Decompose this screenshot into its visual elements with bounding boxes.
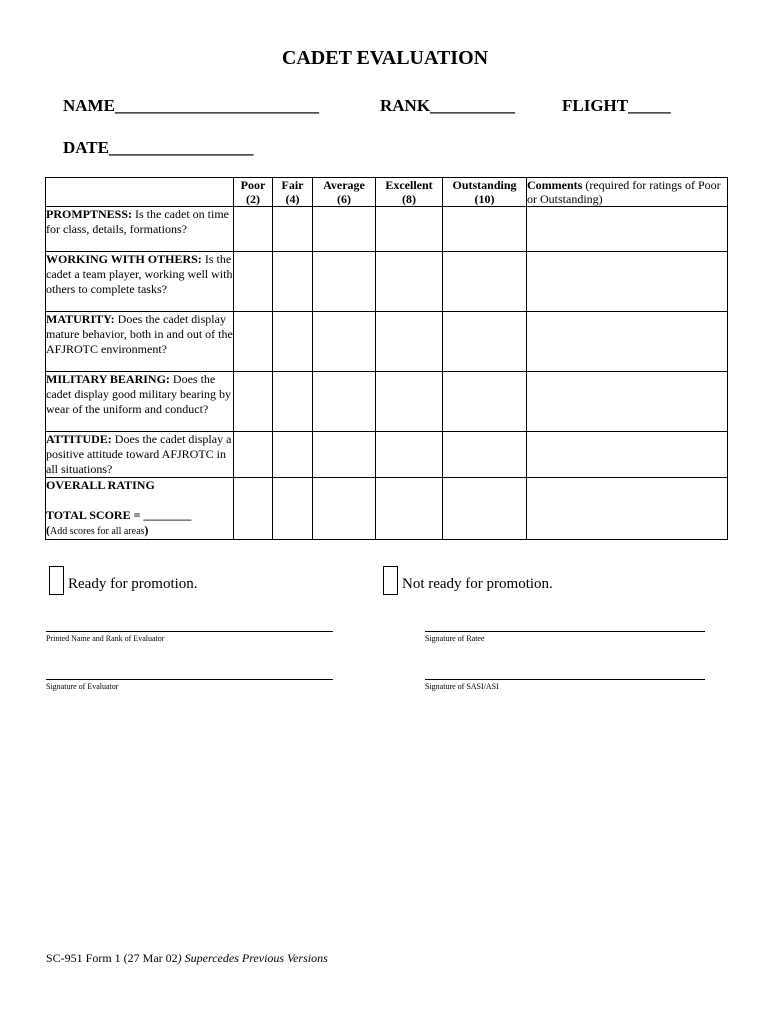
table-row <box>46 372 728 432</box>
rating-cell[interactable] <box>234 372 273 432</box>
date-field[interactable]: DATE_________________ <box>63 138 254 157</box>
rating-cell[interactable] <box>313 372 376 432</box>
total-score-field[interactable]: TOTAL SCORE = ________ <box>46 508 192 522</box>
column-header-fair: Fair (4) <box>273 178 313 207</box>
not-ready-label: Not ready for promotion. <box>402 576 553 592</box>
rating-cell[interactable] <box>234 252 273 312</box>
rating-cell[interactable] <box>273 432 313 478</box>
ready-label: Ready for promotion. <box>68 576 198 592</box>
ratee-signature-line[interactable] <box>425 631 705 632</box>
rating-cell[interactable] <box>313 207 376 252</box>
rating-cell[interactable] <box>443 312 527 372</box>
criterion-military-bearing: MILITARY BEARING: Does the cadet display good military bearing by wear of the uniform and conduct? <box>46 372 234 432</box>
rating-cell[interactable] <box>234 207 273 252</box>
evaluator-signature-line[interactable] <box>46 679 333 680</box>
flight-field[interactable]: FLIGHT_____ <box>562 96 671 115</box>
table-row <box>46 252 728 312</box>
rating-cell[interactable] <box>234 478 273 540</box>
rating-cell[interactable] <box>273 372 313 432</box>
rating-cell[interactable] <box>234 312 273 372</box>
column-header-average: Average (6) <box>313 178 376 207</box>
column-header-outstanding: Outstanding (10) <box>443 178 527 207</box>
criterion-attitude: ATTITUDE: Does the cadet display a positive attitude toward AFJROTC in all situations? <box>46 432 234 478</box>
rating-cell[interactable] <box>376 478 443 540</box>
rating-cell[interactable] <box>376 252 443 312</box>
ready-checkbox[interactable] <box>49 566 64 595</box>
table-row <box>46 432 728 478</box>
form-footer: SC-951 Form 1 (27 Mar 02) Supercedes Previous Versions <box>46 951 328 965</box>
not-ready-checkbox[interactable] <box>383 566 398 595</box>
comments-cell[interactable] <box>527 478 728 540</box>
rating-cell[interactable] <box>234 432 273 478</box>
ratee-signature-label: Signature of Ratee <box>425 634 485 643</box>
evaluator-name-line[interactable] <box>46 631 333 632</box>
rating-cell[interactable] <box>443 252 527 312</box>
comments-cell[interactable] <box>527 432 728 478</box>
column-header-comments: Comments (required for ratings of Poor or Outstanding) <box>527 178 728 207</box>
comments-cell[interactable] <box>527 372 728 432</box>
criterion-maturity: MATURITY: Does the cadet display mature behavior, both in and out of the AFJROTC environment? <box>46 312 234 372</box>
rating-cell[interactable] <box>376 312 443 372</box>
comments-cell[interactable] <box>527 312 728 372</box>
overall-rating-cell <box>46 478 234 540</box>
rating-cell[interactable] <box>376 432 443 478</box>
comments-cell[interactable] <box>527 252 728 312</box>
evaluator-signature-label: Signature of Evaluator <box>46 682 119 691</box>
table-header-row <box>46 178 728 207</box>
criterion-promptness: PROMPTNESS: Is the cadet on time for class, details, formations? <box>46 207 234 252</box>
rating-cell[interactable] <box>443 432 527 478</box>
criterion-working-with-others: WORKING WITH OTHERS: Is the cadet a team player, working well with others to complete tasks? <box>46 252 234 312</box>
rating-cell[interactable] <box>273 312 313 372</box>
sasi-signature-line[interactable] <box>425 679 705 680</box>
rating-cell[interactable] <box>313 478 376 540</box>
table-row <box>46 207 728 252</box>
rating-cell[interactable] <box>443 372 527 432</box>
rating-cell[interactable] <box>273 207 313 252</box>
rating-cell[interactable] <box>273 478 313 540</box>
rating-cell[interactable] <box>376 207 443 252</box>
rating-cell[interactable] <box>443 478 527 540</box>
column-header-poor: Poor (2) <box>234 178 273 207</box>
table-row <box>46 478 728 540</box>
page-title: CADET EVALUATION <box>281 47 489 69</box>
rating-cell[interactable] <box>273 252 313 312</box>
total-score-note: (Add scores for all areas) <box>46 523 149 537</box>
rating-cell[interactable] <box>313 432 376 478</box>
comments-cell[interactable] <box>527 207 728 252</box>
table-row <box>46 312 728 372</box>
evaluator-name-label: Printed Name and Rank of Evaluator <box>46 634 165 643</box>
name-field[interactable]: NAME________________________ <box>63 96 319 115</box>
criteria-header-cell <box>46 178 234 207</box>
sasi-signature-label: Signature of SASI/ASI <box>425 682 499 691</box>
rating-cell[interactable] <box>443 207 527 252</box>
overall-rating-label: OVERALL RATING <box>46 478 155 492</box>
rating-cell[interactable] <box>313 252 376 312</box>
rating-cell[interactable] <box>313 312 376 372</box>
evaluation-table <box>45 177 728 540</box>
column-header-excellent: Excellent (8) <box>376 178 443 207</box>
rank-field[interactable]: RANK__________ <box>380 96 516 115</box>
rating-cell[interactable] <box>376 372 443 432</box>
